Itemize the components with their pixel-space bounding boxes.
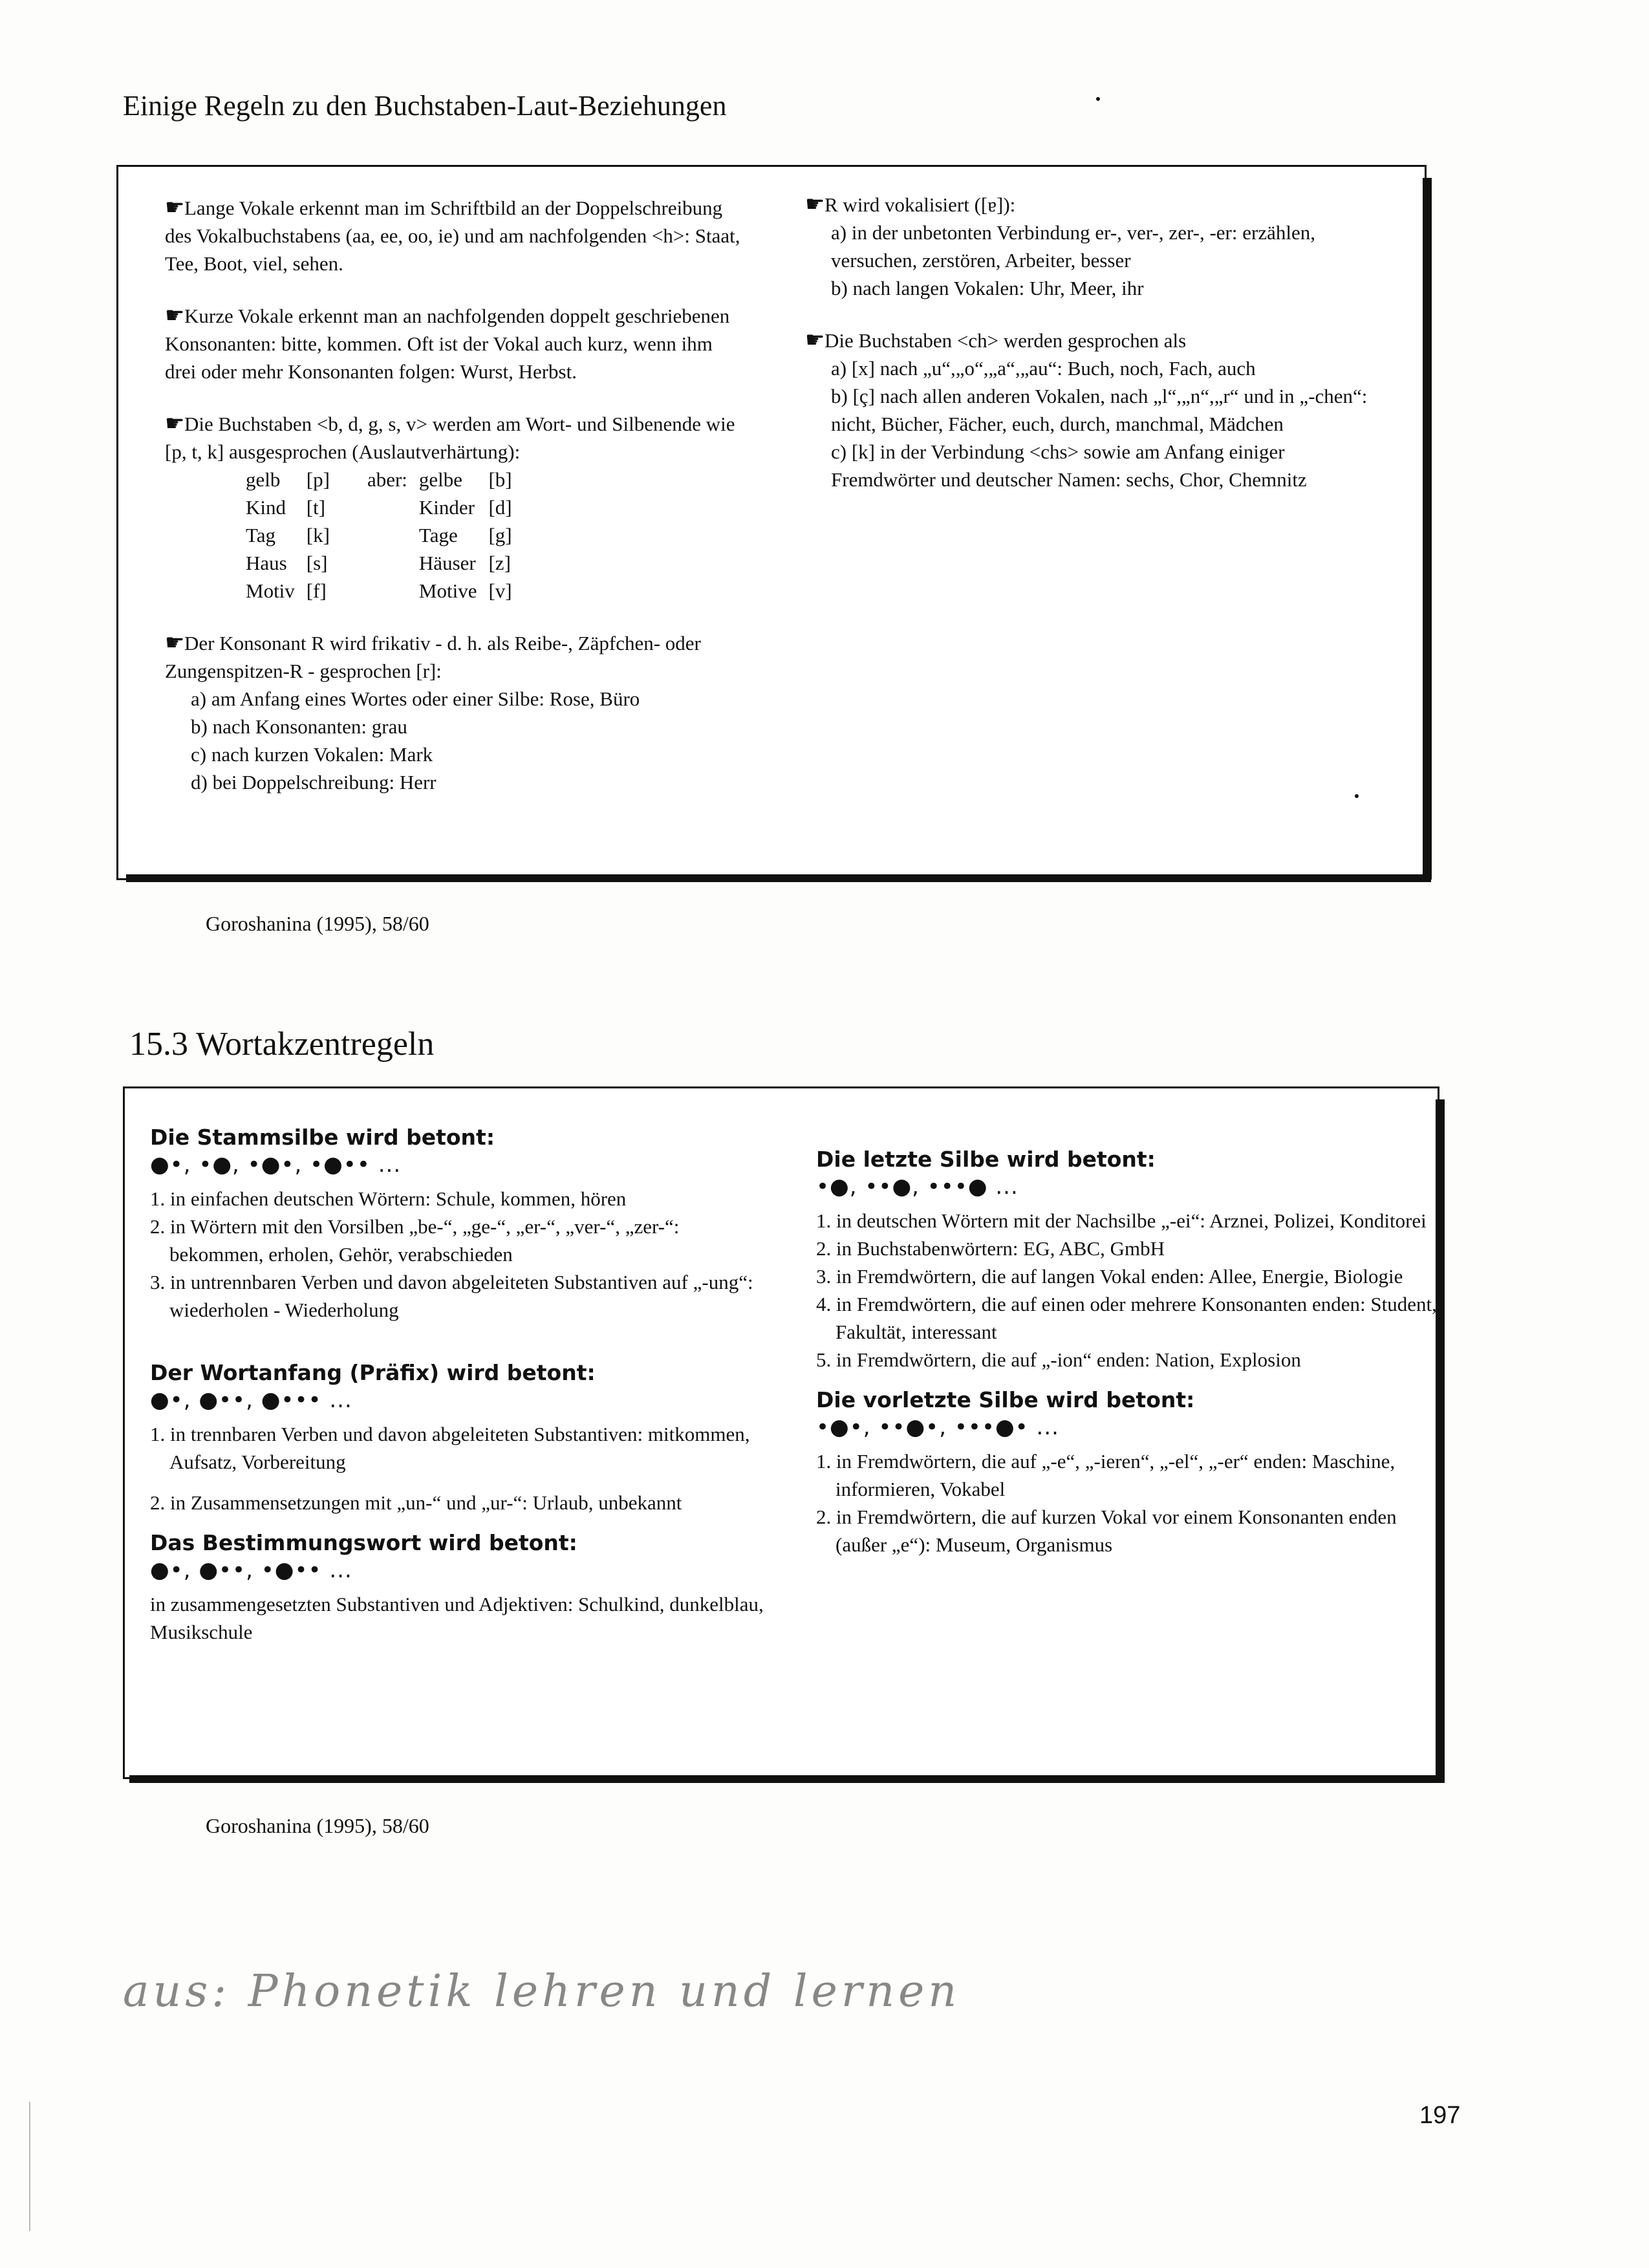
table-row: Haus [s] Häuser [z] — [246, 552, 511, 574]
box-shadow-right — [1436, 1099, 1445, 1778]
list-item: 1. in einfachen deutschen Wörtern: Schule, kommen, hören — [150, 1187, 627, 1210]
table-row: Tag [k] Tage [g] — [246, 524, 512, 546]
scan-edge — [29, 2102, 30, 2231]
stress-pattern: •●•, ••●•, •••●• ... — [816, 1414, 1059, 1440]
list-item: 2. in Fremdwörtern, die auf kurzen Vokal vor einem Konsonanten enden (außer „e“): Museum, Organismus — [816, 1506, 1397, 1556]
section-heading: 15.3 Wortakzentregeln — [129, 1026, 435, 1063]
stress-heading: Die vorletzte Silbe wird betont: — [816, 1387, 1195, 1412]
page-number: 197 — [1419, 2102, 1461, 2129]
stress-heading: Das Bestimmungswort wird betont: — [150, 1530, 577, 1555]
stress-pattern: ●•, ●••, ●••• ... — [150, 1387, 352, 1413]
list-item: 5. in Fremdwörtern, die auf „-ion“ enden: Nation, Explosion — [816, 1348, 1301, 1371]
pointing-hand-icon: ☛ — [165, 195, 185, 221]
table-row: Kind [t] Kinder [d] — [246, 496, 512, 519]
list-item: d) bei Doppelschreibung: Herr — [191, 771, 436, 794]
list-item: a) [x] nach „u“,„o“,„a“,„au“: Buch, noch, Fach, auch — [831, 357, 1256, 380]
stress-group — [816, 1387, 1437, 1559]
stress-group — [816, 1146, 1437, 1374]
speck-mark — [1355, 794, 1359, 798]
table-row: Motiv [f] Motive [v] — [246, 579, 512, 602]
stress-group — [150, 1124, 777, 1324]
stress-heading: Die letzte Silbe wird betont: — [816, 1147, 1156, 1172]
list-item: 1. in deutschen Wörtern mit der Nachsilbe „-ei“: Arznei, Polizei, Konditorei — [816, 1209, 1427, 1232]
pointing-hand-icon: ☛ — [165, 411, 185, 437]
stress-heading: Die Stammsilbe wird betont: — [150, 1125, 495, 1150]
box-shadow-bottom — [126, 874, 1431, 882]
list-item: a) in der unbetonten Verbindung er-, ver-, zer-, -er: erzählen, versuchen, zerstören, Arbeiter, besser — [831, 221, 1315, 272]
list-item: 1. in trennbaren Verben und davon abgeleiteten Substantiven: mitkommen, Aufsatz, Vorbereitung — [150, 1423, 750, 1473]
table-row: gelb [p] aber: gelbe [b] — [246, 468, 512, 491]
pointing-hand-icon: ☛ — [165, 630, 185, 656]
box-shadow-right — [1423, 178, 1432, 880]
handwritten-note: aus: Phonetik lehren und lernen — [123, 1966, 961, 2017]
rule-long-vowels: ☛Lange Vokale erkennt man im Schriftbild an der Doppelschreibung des Vokalbuchstabens (aa, ee, oo, ie) und am nachfolgenden <h>: Staat, Tee, Boot, viel, sehen. — [165, 195, 740, 275]
list-item: 1. in Fremdwörtern, die auf „-e“, „-ieren“, „-el“, „-er“ enden: Maschine, informieren, Vokabel — [816, 1450, 1396, 1500]
rule-r-fricative: ☛Der Konsonant R wird frikativ - d. h. als Reibe-, Zäpfchen- oder Zungenspitzen-R - gesprochen [r]: a) am Anfang eines Wortes oder einer Silbe: Rose, Büro b) nach Konsonanten: grau c) nach kurzen Vokalen: Mark d) bei Doppelschreibung: Herr — [165, 629, 747, 796]
stress-pattern: •●, ••●, •••● ... — [816, 1174, 1018, 1200]
list-item: 2. in Wörtern mit den Vorsilben „be-“, „ge-“, „er-“, „ver-“, „zer-“: bekommen, erholen, Gehör, verabschieden — [150, 1215, 680, 1266]
stress-pattern: ●•, ●••, •●•• ... — [150, 1557, 352, 1583]
speck-mark — [1096, 97, 1100, 101]
rule-final-devoicing: ☛Die Buchstaben <b, d, g, s, v> werden am Wort- und Silbenende wie [p, t, k] ausgesprochen (Auslautverhärtung): gelb [p] aber: gelbe [b] Kind [t] Kinder [d] Tag [k] Tage [g] Haus [s] Häuser [z] Motiv [f] Motive [v] — [165, 410, 747, 605]
list-item: a) am Anfang eines Wortes oder einer Silbe: Rose, Büro — [191, 687, 640, 710]
source-citation: Goroshanina (1995), 58/60 — [206, 1814, 429, 1837]
source-citation: Goroshanina (1995), 58/60 — [206, 912, 429, 935]
box-shadow-bottom — [129, 1775, 1445, 1783]
stress-pattern: ●•, •●, •●•, •●•• ... — [150, 1152, 402, 1178]
list-item: 2. in Zusammensetzungen mit „un-“ und „ur-“: Urlaub, unbekannt — [150, 1491, 682, 1514]
stress-group — [150, 1529, 777, 1646]
rules-left-column — [165, 194, 747, 796]
devoicing-table — [246, 466, 524, 605]
pointing-hand-icon: ☛ — [805, 327, 825, 353]
list-item: c) [k] in der Verbindung <chs> sowie am Anfang einiger Fremdwörter und deutscher Namen: sechs, Chor, Chemnitz — [831, 440, 1307, 491]
list-item: in zusammengesetzten Substantiven und Adjektiven: Schulkind, dunkelblau, Musikschule — [150, 1593, 764, 1643]
list-item: b) nach Konsonanten: grau — [191, 715, 407, 738]
stress-left-column — [150, 1118, 777, 1646]
pointing-hand-icon: ☛ — [805, 191, 825, 217]
rule-ch: ☛Die Buchstaben <ch> werden gesprochen als a) [x] nach „u“,„o“,„a“,„au“: Buch, noch, Fach, auch b) [ç] nach allen anderen Vokalen, nach „l“,„n“,„r“ und in „-chen“: nicht, Bücher, Fächer, euch, durch, manchmal, Mädchen c) [k] in der Verbindung <chs> sowie am Anfang einiger Fremdwörter und deutscher Namen: sechs, Chor, Chemnitz — [805, 327, 1387, 493]
stress-heading: Der Wortanfang (Präfix) wird betont: — [150, 1360, 596, 1385]
list-item: c) nach kurzen Vokalen: Mark — [191, 743, 433, 766]
list-item: 3. in Fremdwörtern, die auf langen Vokal enden: Allee, Energie, Biologie — [816, 1265, 1403, 1288]
list-item: 4. in Fremdwörtern, die auf einen oder mehrere Konsonanten enden: Student, Fakultät, interessant — [816, 1293, 1437, 1343]
page-title: Einige Regeln zu den Buchstaben-Laut-Beziehungen — [123, 90, 727, 122]
stress-right-column — [816, 1139, 1437, 1559]
rule-r-vocalized: ☛R wird vokalisiert ([ɐ]): a) in der unbetonten Verbindung er-, ver-, zer-, -er: erzählen, versuchen, zerstören, Arbeiter, besser b) nach langen Vokalen: Uhr, Meer, ihr — [805, 191, 1387, 302]
list-item: 3. in untrennbaren Verben und davon abgeleiteten Substantiven auf „-ung“: wiederholen - Wiederholung — [150, 1271, 753, 1321]
list-item: 2. in Buchstabenwörtern: EG, ABC, GmbH — [816, 1237, 1165, 1260]
pointing-hand-icon: ☛ — [165, 303, 185, 329]
stress-group — [150, 1359, 777, 1517]
list-item: b) nach langen Vokalen: Uhr, Meer, ihr — [831, 277, 1144, 299]
rule-short-vowels: ☛Kurze Vokale erkennt man an nachfolgenden doppelt geschriebenen Konsonanten: bitte, kommen. Oft ist der Vokal auch kurz, wenn ihm drei oder mehr Konsonanten folgen: Wurst, Herbst. — [165, 303, 730, 383]
list-item: b) [ç] nach allen anderen Vokalen, nach „l“,„n“,„r“ und in „-chen“: nicht, Bücher, Fächer, euch, durch, manchmal, Mädchen — [831, 385, 1368, 435]
rules-right-column — [805, 191, 1387, 493]
